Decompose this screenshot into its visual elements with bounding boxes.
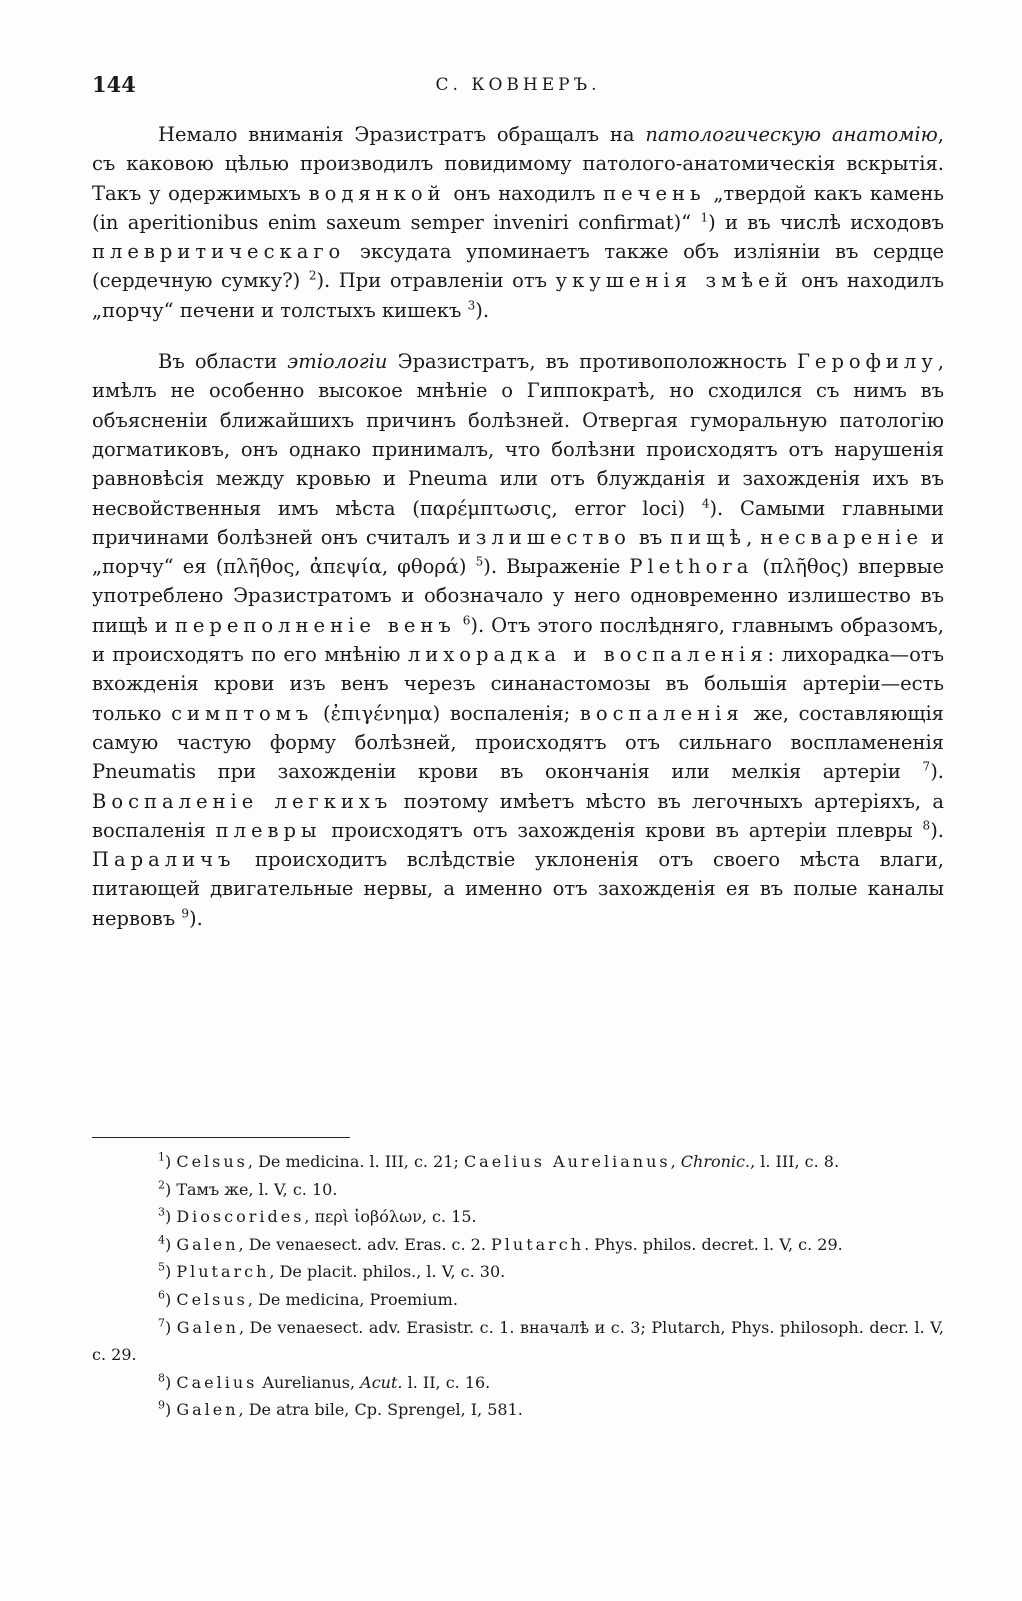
- emphasis-spaced: пищѣ: [670, 525, 747, 549]
- footnote-marker: 7: [158, 1316, 165, 1330]
- text-span: въ: [630, 525, 671, 549]
- text-span: , De atra bile, Cp. Sprengel, I, 581.: [238, 1400, 523, 1420]
- text-span: , De medicina, Proemium.: [247, 1289, 458, 1309]
- footnote-marker: 1: [158, 1150, 165, 1164]
- text-span: , De venaesect. adv. Eras. c. 2.: [238, 1234, 491, 1254]
- emphasis-spaced: Plethora: [629, 555, 754, 579]
- text-span: Эразистратъ, въ противоположность: [387, 350, 797, 374]
- text-span: l. II, c. 16.: [402, 1372, 491, 1392]
- emphasis-spaced: лихорадка и воспаленія: [407, 643, 768, 667]
- footnote-8: [92, 1369, 944, 1397]
- footnote-marker: 5: [158, 1261, 165, 1275]
- paragraph-etiology: [92, 347, 944, 933]
- footnote-4: [92, 1231, 944, 1259]
- footnote-ref: 7: [922, 759, 931, 774]
- text-span: и „порчу“ ея (πλῆθος, ἀπεψία, φθορά): [92, 525, 944, 579]
- emphasis-spaced: водянкой: [308, 181, 446, 205]
- text-span: ) Тамъ же, l. V, c. 10.: [165, 1179, 338, 1199]
- emphasis-spaced: переполненіе венъ: [174, 613, 456, 637]
- author-spaced: Galen: [176, 1317, 239, 1337]
- text-span: же, составляющія самую частую форму болѣзней, происходятъ отъ сильнаго воспламененія Pneumatis при захожденіи крови въ окончанія или мелкія артеріи: [92, 701, 944, 784]
- text-span: ). Выраженіе: [483, 555, 630, 579]
- text-span: (πλῆθος) впервые употреблено Эразистратомъ и обозначало у него одновременно излишество въ пищѣ и: [92, 555, 944, 637]
- text-span: ,: [746, 525, 761, 549]
- page-header: [92, 72, 944, 102]
- footnote-ref: 9: [181, 906, 189, 921]
- emphasis-italic: этіологіи: [287, 350, 388, 374]
- footnote-marker: 3: [158, 1205, 165, 1219]
- text-span: , De medicina. l. III, c. 21;: [247, 1152, 464, 1171]
- emphasis-spaced: плевры: [215, 818, 322, 842]
- text-span: ,: [670, 1152, 681, 1171]
- text-span: ).: [475, 298, 490, 322]
- footnote-marker: 2: [158, 1178, 165, 1192]
- footnote-marker: 6: [158, 1288, 165, 1302]
- text-span: Aurelianus,: [257, 1372, 361, 1392]
- footnote-marker: 8: [158, 1371, 165, 1385]
- text-span: Въ области: [158, 350, 288, 374]
- emphasis-spaced: Воспаленіе легкихъ: [92, 789, 393, 813]
- text-span: , De venaesect. adv. Erasistr. c. 1. вначалѣ и c. 3; Plutarch, Phys. philosoph. decr. l. V, c. 29.: [92, 1317, 945, 1365]
- emphasis-spaced: печень: [603, 181, 706, 205]
- paragraph-pathological-anatomy: [92, 120, 944, 325]
- footnote-ref: 3: [467, 298, 476, 313]
- text-span: , De placit. philos., l. V, c. 30.: [269, 1262, 506, 1282]
- footnote-divider: [92, 1137, 350, 1138]
- title-italic: Acut.: [360, 1372, 403, 1392]
- title-italic: Chronic.: [680, 1152, 751, 1171]
- text-span: ): [165, 1289, 177, 1309]
- footnote-3: [92, 1203, 944, 1231]
- footnote-ref: 5: [475, 554, 484, 569]
- author-spaced: Plutarch: [491, 1234, 585, 1254]
- text-span: ): [165, 1317, 177, 1337]
- text-span: ): [165, 1152, 177, 1171]
- text-span: , съ каковою цѣлью производилъ повидимому патолого-анатомическія вскрытія. Такъ у одержимыхъ: [92, 123, 944, 205]
- footnotes: [92, 1148, 944, 1424]
- author-spaced: Celsus: [176, 1152, 248, 1171]
- author-spaced: Galen: [176, 1400, 239, 1420]
- footnote-7: [92, 1314, 944, 1369]
- emphasis-spaced: укушенія змѣей: [555, 269, 793, 293]
- emphasis-spaced: Параличъ: [92, 848, 236, 872]
- text-span: онъ находилъ „порчу“ печени и толстыхъ кишекъ: [92, 269, 944, 322]
- text-span: Немало вниманія Эразистратъ обращалъ на: [158, 123, 646, 146]
- footnote-ref: 4: [701, 496, 710, 511]
- footnote-ref: 1: [700, 210, 709, 225]
- text-span: (ἐπιγένημα) воспаленія;: [313, 701, 580, 725]
- running-head: С. КОВНЕРЪ.: [435, 75, 601, 95]
- text-span: эксудата упоминаетъ также объ изліяніи въ сердце (сердечную сумку?): [92, 240, 944, 293]
- author-spaced: Caelius: [176, 1372, 258, 1392]
- text-span: ). Отъ этого послѣдняго, главнымъ образомъ, и происходятъ по его мнѣнію: [92, 613, 944, 667]
- text-span: происходятъ отъ захожденія крови въ артеріи плевры: [321, 818, 923, 842]
- footnote-5: [92, 1258, 944, 1286]
- footnote-marker: 4: [158, 1233, 165, 1247]
- emphasis-spaced: Герофилу: [797, 350, 938, 374]
- text-span: ).: [930, 818, 944, 842]
- emphasis-italic: патологическую анатомію: [645, 123, 938, 146]
- main-text: [92, 120, 944, 933]
- emphasis-spaced: воспаленія: [579, 701, 744, 725]
- emphasis-spaced: плевритическаго: [92, 240, 346, 264]
- text-span: ) и въ числѣ исходовъ: [708, 210, 944, 234]
- text-span: онъ находилъ: [445, 181, 604, 205]
- author-spaced: Plutarch: [176, 1262, 270, 1282]
- text-span: поэтому имѣетъ мѣсто въ легочныхъ артеріяхъ, а воспаленія: [92, 789, 944, 842]
- text-span: ): [165, 1372, 177, 1392]
- text-span: : лихорадка—отъ вхожденія крови изъ венъ черезъ синанастомозы въ большія артеріи—есть только: [92, 643, 945, 725]
- emphasis-spaced: несвареніе: [760, 525, 924, 549]
- author-spaced: Dioscorides: [176, 1207, 305, 1227]
- emphasis-spaced: излишество: [457, 525, 631, 549]
- text-span: , περὶ ἰοβόλων, c. 15.: [304, 1207, 477, 1227]
- author-spaced: Caelius Aurelianus: [463, 1152, 671, 1171]
- emphasis-spaced: симптомъ: [171, 701, 314, 725]
- author-spaced: Celsus: [176, 1289, 248, 1309]
- text-span: ): [165, 1207, 177, 1227]
- text-span: ). Самыми главными причинами болѣзней онъ считалъ: [92, 496, 944, 549]
- author-spaced: Galen: [176, 1234, 239, 1254]
- footnote-marker: 9: [158, 1399, 165, 1413]
- text-span: „твердой какъ камень (in aperitionibus enim saxeum semper inveniri confirmat)“: [92, 181, 945, 234]
- text-span: ): [165, 1400, 177, 1420]
- text-span: [456, 614, 463, 637]
- text-span: происходитъ вслѣдствіе уклоненія отъ своего мѣста влаги, питающей двигательные нервы, а именно отъ захожденія ея въ полые каналы нервовъ: [92, 848, 944, 930]
- footnote-ref: 8: [922, 818, 931, 833]
- text-span: ): [165, 1234, 177, 1254]
- footnote-ref: 6: [462, 613, 471, 628]
- page-number: 144: [92, 72, 136, 97]
- text-span: , имѣлъ не особенно высокое мнѣніе о Гиппократѣ, но сходился съ нимъ въ объясненіи ближайшихъ причинъ болѣзней. Отвергая гуморальную патологію догматиковъ, онъ однако принималъ, что болѣзни происходятъ отъ нарушенія равновѣсія между кровью и Pneuma или отъ блужданія и захожденія ихъ въ несвойственныя имъ мѣста (παρέμπτωσις, error loci): [92, 350, 944, 520]
- footnote-6: [92, 1286, 944, 1314]
- footnote-ref: 2: [308, 268, 317, 283]
- footnote-2: [92, 1176, 944, 1204]
- text-span: . Phys. philos. decret. l. V, c. 29.: [584, 1234, 843, 1254]
- text-span: ).: [188, 906, 203, 930]
- text-span: ).: [930, 760, 944, 784]
- footnote-9: [92, 1396, 944, 1424]
- text-span: ): [165, 1262, 177, 1282]
- footnote-1: [92, 1148, 944, 1176]
- text-span: ). При отравленіи отъ: [316, 269, 556, 293]
- text-span: , l. III, c. 8.: [750, 1152, 840, 1171]
